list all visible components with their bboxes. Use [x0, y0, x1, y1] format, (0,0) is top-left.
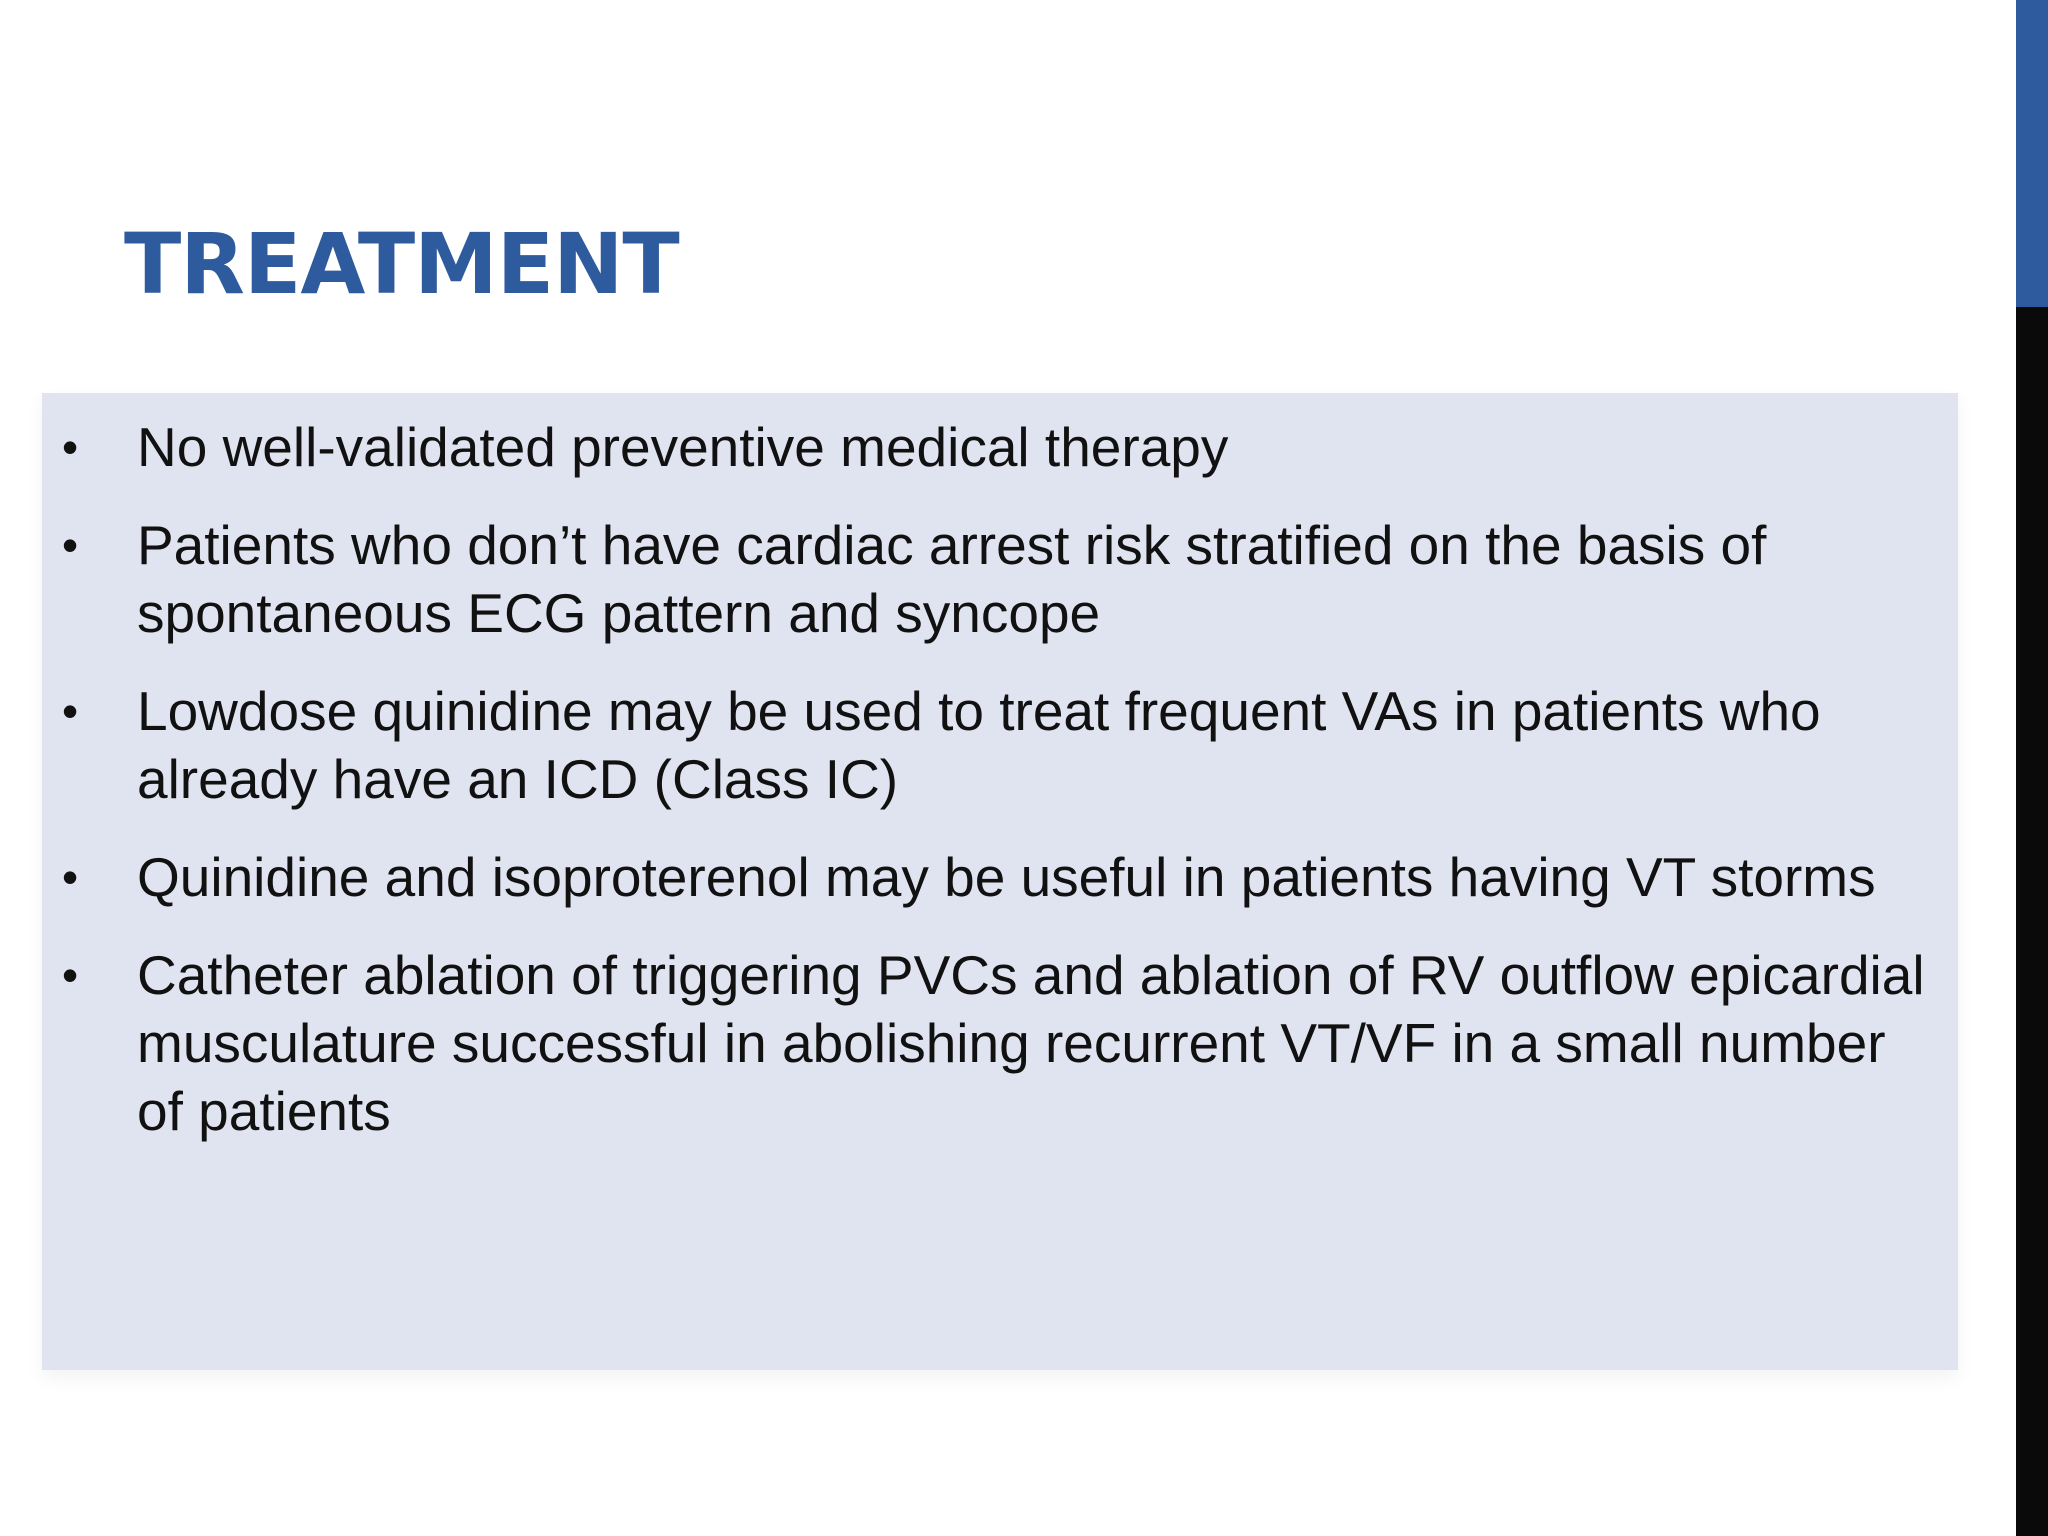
- bullet-icon: •: [62, 685, 79, 737]
- bullet-list: [42, 413, 1958, 1175]
- bullet-text: Patients who don’t have cardiac arrest risk stratified on the basis of spontaneous ECG pattern and syncope: [137, 514, 1767, 644]
- bullet-icon: •: [62, 949, 79, 1001]
- bullet-item: [42, 413, 1958, 481]
- content-panel: [42, 393, 1958, 1370]
- bullet-item: [42, 843, 1958, 911]
- bullet-text: Lowdose quinidine may be used to treat frequent VAs in patients who already have an ICD (Class IC): [137, 680, 1821, 810]
- accent-strip-blue: [2016, 0, 2048, 307]
- accent-strip-black: [2016, 307, 2048, 1536]
- slide-title: TREATMENT: [124, 215, 679, 313]
- bullet-text: No well-validated preventive medical therapy: [137, 416, 1229, 478]
- bullet-icon: •: [62, 519, 79, 571]
- bullet-item: [42, 677, 1958, 813]
- bullet-item: [42, 941, 1958, 1145]
- bullet-icon: •: [62, 421, 79, 473]
- bullet-icon: •: [62, 851, 79, 903]
- bullet-text: Quinidine and isoproterenol may be useful in patients having VT storms: [137, 846, 1876, 908]
- bullet-item: [42, 511, 1958, 647]
- bullet-text: Catheter ablation of triggering PVCs and ablation of RV outflow epicardial musculature successful in abolishing recurrent VT/VF in a small number of patients: [137, 944, 1925, 1142]
